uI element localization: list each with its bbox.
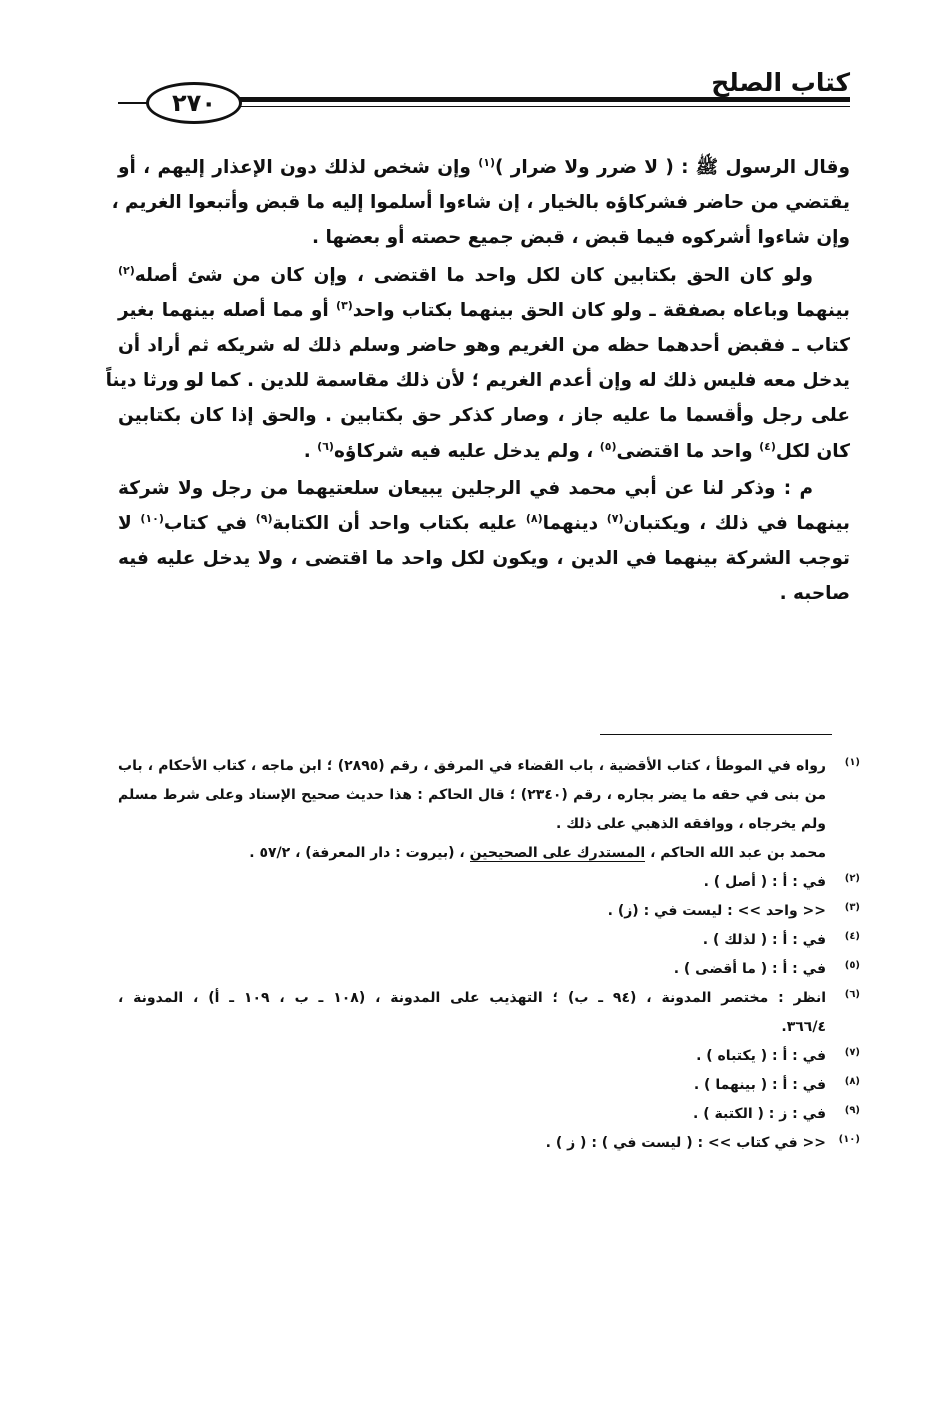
text-segment: عليه بكتاب واحد أن الكتابة [272,513,526,535]
text-line [118,150,850,185]
header-rule-thin [218,106,850,107]
footnote [118,752,860,868]
footnote-ref: (٩) [255,511,273,525]
text-line: صاحبه . [779,583,850,605]
footnote-number: (١٠) [838,1134,860,1145]
footnote-ref: (١٠) [140,511,164,525]
footnote-number: (٤) [844,931,860,942]
footnote [118,984,860,1042]
footnote-separator [600,734,832,735]
footnote [118,1129,860,1158]
footnote [118,1042,860,1071]
header-rule-thick [218,97,850,102]
footnote-line: في : أ : ( يكتباه ) . [696,1048,826,1064]
text-line: يدخل معه فليس ذلك له وإن أعدم الغريم ؛ لأن ذلك مقاسمة للدين . كما لو ورثا ديناً [105,370,850,392]
footnote-ref: (٣) [335,298,353,312]
footnote-ref: (٦) [317,439,334,453]
page-number: ٢٧٠ [146,82,242,124]
footnote [118,926,860,955]
footnote-line: في : أ : ( بينهما ) . [693,1077,826,1093]
footnote-line: في : أ : ( ما أقضى ) . [673,961,826,977]
text-segment: وإن شخص لذلك دون الإعذار إليهم ، أو [118,157,479,178]
footnotes [118,752,860,1158]
text-line [118,434,850,469]
main-text [105,150,850,612]
footnote-line: من بنى في حقه ما يضر بجاره ، رقم (٢٣٤٠) ؛ قال الحاكم : هذا حديث صحيح الإسناد وعلى شرط مسلم [118,787,826,803]
footnote-number: (٩) [844,1105,860,1116]
footnote [118,1100,860,1129]
footnote-ref: (١) [478,155,495,169]
footnote-number: (٨) [844,1076,860,1087]
text-segment: أو مما أصله بينهما بغير [118,299,336,321]
text-segment: . [303,440,318,462]
footnote [118,897,860,926]
text-segment: ، (بيروت : دار المعرفة) ، ٥٧/٢ . [249,845,470,861]
footnote [118,955,860,984]
text-segment: ولو كان الحق بكتابين كان لكل واحد ما اقتضى ، وإن كان من شئ أصله [134,264,813,286]
text-line: توجب الشركة بينهما في الدين ، ويكون لكل واحد ما اقتضى ، ولا يدخل عليه فيه [118,548,850,570]
text-line [118,506,850,541]
footnote-ref: (٨) [525,511,543,525]
text-segment: كان لكل [775,440,850,462]
text-line: وإن شاءوا أشركوه فيما قبض ، قبض جميع حصته أو بعضها . [312,227,850,249]
text-segment: دينهما [542,513,607,535]
footnote-line: ولم يخرجاه ، ووافقه الذهبي على ذلك . [556,816,826,832]
text-line: يقتضي من حاضر فشركاؤه بالخيار ، إن شاءوا أسلموا إليه ما قبض وأتبعوا الغريم ، [111,192,850,214]
footnote-number: (٢) [844,873,860,884]
text-segment: في كتاب [163,513,256,535]
running-title: كتاب الصلح [711,68,850,97]
footnote-line: في : أ : ( لذلك ) . [702,932,826,948]
text-segment: واحد ما اقتضى [616,440,760,462]
text-segment: م : وذكر لنا عن أبي محمد في الرجلين يبيعان سلعتيهما من رجل ولا شركة [118,477,813,499]
text-line [118,471,850,506]
footnote-number: (٧) [844,1047,860,1058]
text-segment: وقال الرسول ﷺ : ( لا ضرر ولا ضرار ) [494,157,850,178]
header-rule-left [118,102,148,104]
text-segment: بينهما وباعاه بصفقة ـ ولو كان الحق بينهما بكتاب واحد [352,299,850,321]
footnote-line: في : أ : ( أصل ) . [703,874,826,890]
footnote-line: انظر : مختصر المدونة ، (٩٤ ـ ب) ؛ التهذيب على المدونة ، (١٠٨ ـ ب ، ١٠٩ ـ أ) ، المدونة ، [118,990,827,1006]
text-line: كتاب ـ فقبض أحدهما حظه من الغريم وهو حاضر وسلم ذلك له شريكه ثم أراد أن [118,335,850,357]
footnote-line: ٣٦٦/٤. [781,1019,826,1035]
text-segment: لا [118,513,141,535]
footnote-number: (٥) [844,960,860,971]
text-segment: ، ولم يدخل عليه فيه شركاؤه [333,440,600,462]
text-line [118,293,850,328]
footnote [118,868,860,897]
footnote-ref: (٤) [759,439,776,453]
footnote-number: (٦) [844,989,860,1000]
footnote-line: << واحد >> : ليست في : (ز) . [607,903,826,919]
footnote-number: (١) [844,757,860,768]
footnote-number: (٣) [844,902,860,913]
footnote-line [118,839,826,868]
footnote-ref: (٧) [606,511,624,525]
footnote-line: رواه في الموطأ ، كتاب الأقضية ، باب القضاء في المرفق ، رقم (٢٨٩٥) ؛ ابن ماجه ، كتاب الأحكام ، باب [118,758,826,774]
text-line [118,258,850,293]
footnote-ref: (٥) [599,439,617,453]
footnote-line: في : ز : ( الكتبة ) . [693,1106,826,1122]
page-header [118,62,850,132]
text-segment: بينهما في ذلك ، ويكتبان [623,513,850,535]
footnote-line: << في كتاب >> : ( ليست في ) : ( ز ) . [545,1135,826,1151]
footnote-ref: (٢) [118,263,135,277]
footnote [118,1071,860,1100]
book-title: المستدرك على الصحيحين [469,845,646,861]
text-line: على رجل وأقسما ما عليه جاز ، وصار كذكر حق بكتابين . والحق إذا كان بكتابين [118,405,850,427]
text-segment: محمد بن عبد الله الحاكم ، [645,845,826,861]
